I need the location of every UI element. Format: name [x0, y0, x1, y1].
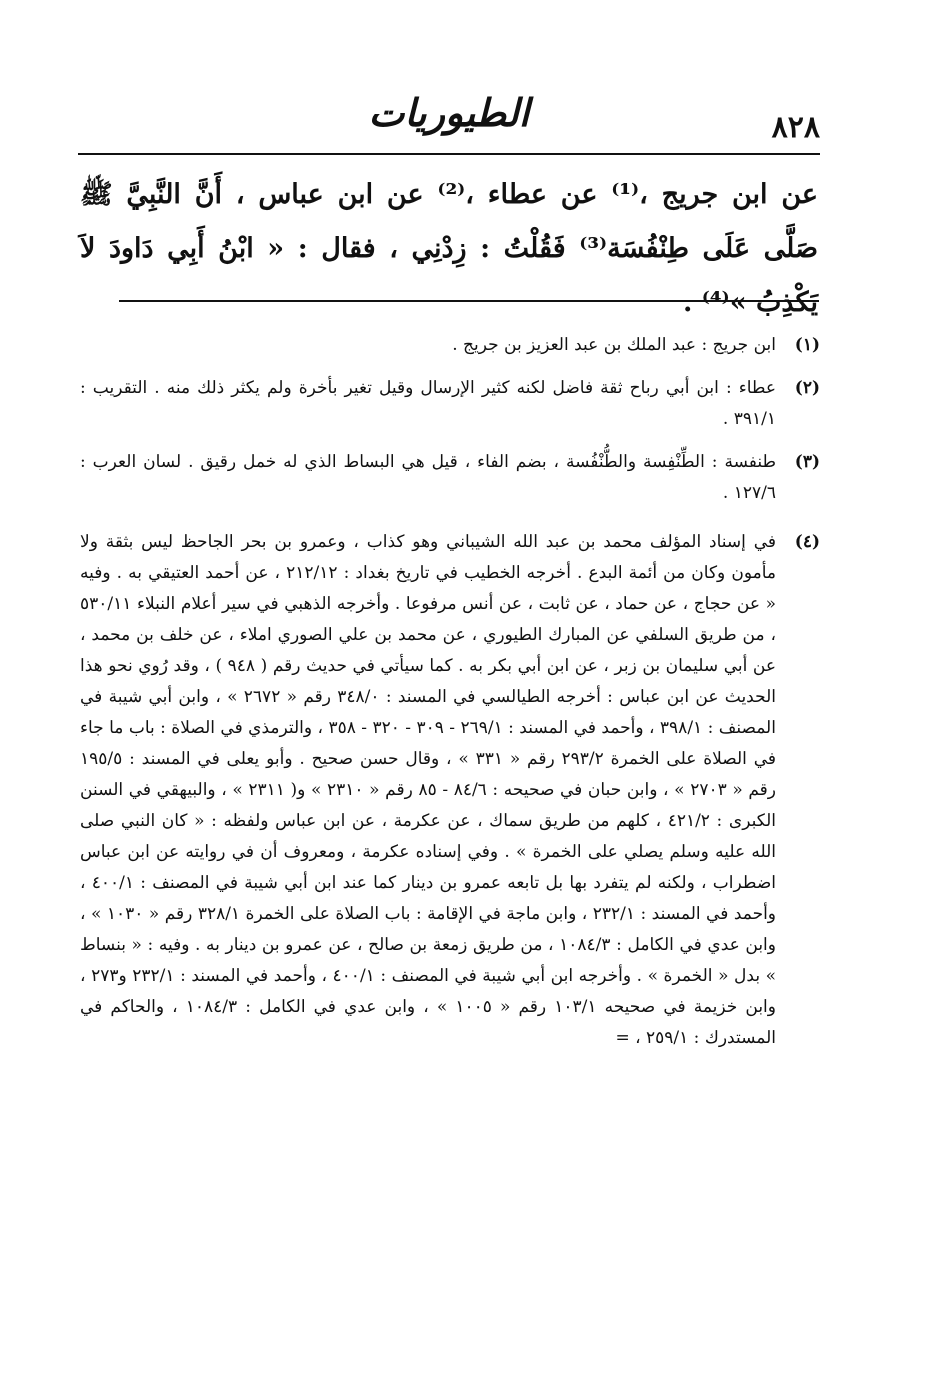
page-number: ٨٢٨ [771, 110, 820, 145]
footnote-number: (٤) [794, 532, 820, 552]
book-title: الطيوريات [368, 90, 530, 135]
footnote-number: (٣) [794, 452, 820, 472]
footnote-text: عطاء : ابن أبي رباح ثقة فاضل لكنه كثير الإرسال وقيل تغير بأخرة ولم يكثر ذلك منه . التقريب : ٣٩١/١ . [80, 378, 776, 429]
footnote-4 [80, 527, 820, 1054]
footnote-text: في إسناد المؤلف محمد بن عبد الله الشيباني وهو كذاب ، وعمرو بن بحر الجاحظ ليس بثقة ولا مأمون وكان من أئمة البدع . أخرجه الخطيب في تاريخ بغداد : ٢١٢/١٢ ، عن أحمد العتيقي به . وفيه « عن حجاج ، عن حماد ، عن ثابت ، عن أنس مرفوعا . وأخرجه الذهبي في سير أعلام النبلاء ٥٣٠/١١ ، من طريق السلفي عن المبارك الطيوري ، عن محمد بن علي الصوري املاء ، عن خلف بن محمد ، عن أبي سليمان بن زبر ، عن ابن أبي بكر به . كما سيأتي في حديث رقم ( ٩٤٨ ) ، وقد رُوي نحو هذا الحديث عن ابن عباس : أخرجه الطيالسي في المسند : ٣٤٨/٠ رقم « ٢٦٧٢ » ، وابن أبي شيبة في المصنف : ٣٩٨/١ ، وأحمد في المسند : ٢٦٩/١ - ٣٠٩ - ٣٢٠ - ٣٥٨ ، والترمذي في الصلاة : باب ما جاء في الصلاة على الخمرة ٢٩٣/٢ رقم « ٣٣١ » ، وقال حسن صحيح . وأبو يعلى في المسند : ١٩٥/٥ رقم « ٢٧٠٣ » ، وابن حبان في صحيحه : ٨٤/٦ - ٨٥ رقم « ٢٣١٠ » و( ٢٣١١ » ، والبيهقي في السنن الكبرى : ٤٢١/٢ ، كلهم من طريق سماك ، عن عكرمة ، عن ابن عباس ولفظه : « كان النبي صلى الله عليه وسلم يصلي على الخمرة » . وفي إسناده عكرمة ، ومعروف أن في روايته عن ابن عباس اضطراب ، ولكنه لم يتفرد بها بل تابعه عمرو بن دينار كما عند ابن أبي شيبة في المصنف : ٤٠٠/١ ، وأحمد في المسند : ٢٣٢/١ ، وابن ماجة في الإقامة : باب الصلاة على الخمرة ٣٢٨/١ رقم « ١٠٣٠ » ، وابن عدي في الكامل : ١٠٨٤/٣ ، من طريق زمعة بن صالح ، عن عمرو بن دينار به . وفيه : « بنساط » بدل « الخمرة » . وأخرجه ابن أبي شيبة في المصنف : ٤٠٠/١ ، وأحمد في المسند : ٢٣٢/١ و٢٧٣ ، وابن خزيمة في صحيحه ١٠٣/١ رقم « ١٠٠٥ » ، وابن عدي في الكامل : ١٠٨٤/٣ ، والحاكم في المستدرك : ٢٥٩/١ ، = [80, 532, 777, 1048]
footnotes [80, 330, 820, 1066]
page-header [78, 88, 820, 156]
footnote-text: طنفسة : الطِّنْفِسة والطُّنْفُسة ، بضم الفاء ، قيل هي البساط الذي له خمل رقيق . لسان العرب : ١٢٧/٦ . [80, 452, 776, 503]
footnote-divider [119, 300, 819, 302]
footnote-text: ابن جريج : عبد الملك بن عبد العزيز بن جريج . [452, 335, 776, 355]
footnote-1 [80, 330, 820, 361]
footnote-number: (١) [794, 335, 820, 355]
footnote-2 [80, 373, 820, 435]
header-divider [78, 153, 820, 155]
footnote-number: (٢) [794, 378, 820, 398]
footnote-3 [80, 447, 820, 509]
hadith-text [80, 168, 818, 330]
hadith-paragraph: عن ابن جريج ،⁽¹⁾ عن عطاء ،⁽²⁾ عن ابن عباس ، أَنَّ النَّبِيَّ ﷺ صَلَّى عَلَى طِنْفُسَة⁽³⁾ فَقُلْتُ : زِدْنِي ، فقال : « ابْنُ أَبِي دَاودَ لاَ يَكْذِبُ »⁽⁴⁾ . [80, 179, 819, 318]
